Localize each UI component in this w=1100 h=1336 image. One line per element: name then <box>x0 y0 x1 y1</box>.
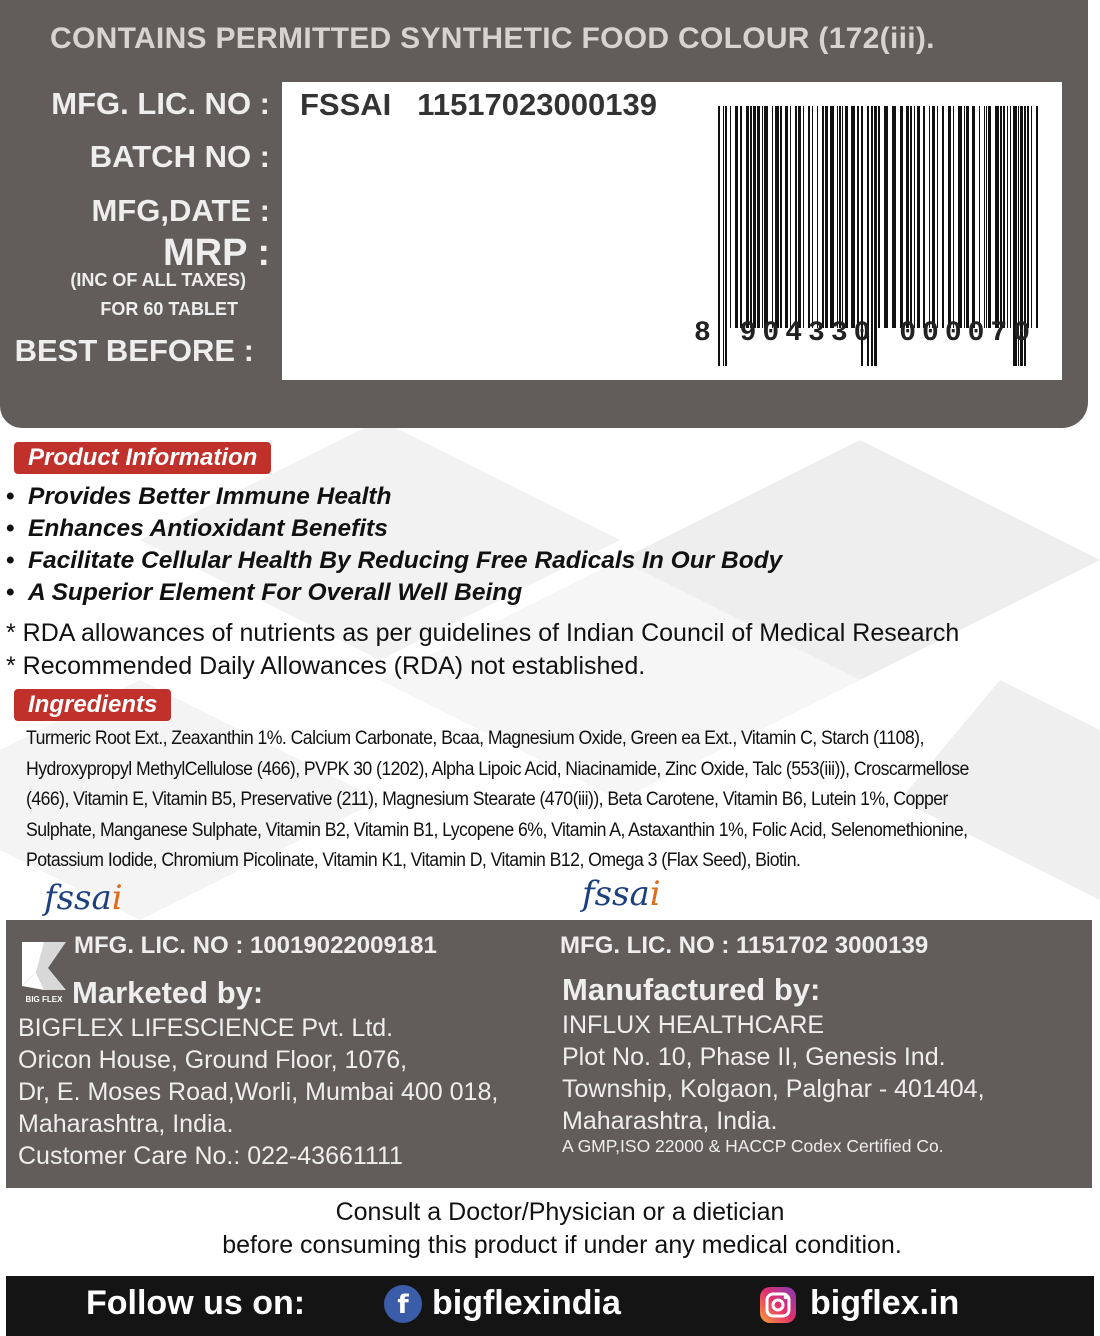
barcode-bar <box>730 106 731 328</box>
mfg-lic-label: MFG. LIC. NO : <box>51 86 270 121</box>
website-link[interactable]: bigflex.in <box>810 1284 960 1322</box>
instagram-icon[interactable] <box>758 1285 798 1325</box>
barcode-bar <box>964 106 965 328</box>
barcode-bar <box>842 106 843 328</box>
barcode-bar <box>884 106 888 328</box>
barcode-bar <box>839 106 841 328</box>
barcode-bar <box>972 106 975 328</box>
barcode-bar <box>772 106 773 328</box>
barcode-bar <box>937 106 938 328</box>
ingredients-line: Turmeric Root Ext., Zeaxanthin 1%. Calcium Carbonate, Bcaa, Magnesium Oxide, Green ea Ext., Vitamin C, Starch (1108), <box>26 728 924 749</box>
company-info-panel <box>6 920 1092 1188</box>
barcode-bar <box>785 106 788 328</box>
batch-info-box <box>282 82 1062 380</box>
barcode-bar <box>910 106 912 328</box>
barcode-bar <box>750 106 752 328</box>
facebook-icon[interactable]: f <box>384 1285 422 1323</box>
certification-note: A GMP,ISO 22000 & HACCP Codex Certified Co. <box>562 1136 944 1156</box>
barcode-bar <box>775 106 779 328</box>
barcode-bar <box>798 106 801 328</box>
barcode-bar <box>984 106 985 328</box>
batch-label: BATCH NO : <box>89 139 270 174</box>
barcode-bar <box>914 106 915 328</box>
barcode-bar <box>822 106 824 328</box>
barcode-bar <box>735 106 738 328</box>
fssai-logo: fssai <box>582 874 661 914</box>
barcode-bar <box>892 106 896 328</box>
barcode-bar <box>1031 106 1032 328</box>
barcode-bar <box>932 106 935 328</box>
bigflex-logo-text: BIG FLEX <box>25 995 63 1004</box>
rda-notes <box>6 617 959 683</box>
fssai-label: FSSAI <box>300 87 392 122</box>
list-item: • Facilitate Cellular Health By Reducing Free Radicals In Our Body <box>6 547 783 574</box>
barcode-bar <box>764 106 768 328</box>
barcode-bar <box>906 106 909 328</box>
barcode-bar <box>1007 106 1008 328</box>
marketed-by-heading: Marketed by: <box>72 975 264 1010</box>
barcode-bar <box>942 106 944 328</box>
marketer-lic-number: MFG. LIC. NO : 10019022009181 <box>74 932 437 959</box>
fssai-number: 11517023000139 <box>417 87 657 122</box>
facebook-handle-link[interactable]: bigflexindia <box>432 1284 621 1322</box>
best-before-label: BEST BEFORE : <box>14 333 254 368</box>
rda-note: * RDA allowances of nutrients as per guidelines of Indian Council of Medical Research <box>6 619 960 647</box>
manufacturer-address: INFLUX HEALTHCARE Plot No. 10, Phase II, Genesis Ind. Township, Kolgaon, Palghar - 401404, Maharashtra, India. <box>562 1011 985 1135</box>
barcode-bar <box>817 106 818 328</box>
fssai-logo: fssai <box>44 878 123 918</box>
barcode-bar <box>845 106 848 328</box>
mrp-label: MRP : <box>163 232 270 274</box>
ingredients-line: Sulphate, Manganese Sulphate, Vitamin B2, Vitamin B1, Lycopene 6%, Vitamin A, Astaxanthin 1%, Folic Acid, Selenomethionine, <box>26 819 968 841</box>
follow-us-label: Follow us on: <box>86 1284 306 1322</box>
list-item: • Provides Better Immune Health <box>6 483 392 510</box>
barcode-bar <box>988 106 991 328</box>
barcode-bar <box>812 106 813 328</box>
fssai-license <box>300 87 657 123</box>
ingredients-heading: Ingredients <box>14 689 171 721</box>
ingredients-text <box>26 724 1021 877</box>
label-info-panel <box>0 0 1088 428</box>
list-item: • Enhances Antioxidant Benefits <box>6 515 388 542</box>
barcode-bar <box>808 106 810 328</box>
barcode-bar <box>979 106 980 328</box>
barcode-bar <box>878 106 880 328</box>
barcode-bar <box>803 106 804 328</box>
barcode-bar <box>851 106 855 328</box>
barcode-digits: 8 904330 000070 <box>694 318 1037 349</box>
social-footer <box>6 1276 1094 1336</box>
barcode-bar <box>958 106 962 328</box>
barcode-bar <box>795 106 797 328</box>
barcode-bar <box>966 106 969 328</box>
ingredients-line: Hydroxypropyl MethylCellulose (466), PVPK 30 (1202), Alpha Lipoic Acid, Niacinamide, Zinc Oxide, Talc (553(iii)), Croscarmellose <box>26 758 969 780</box>
barcode-bar <box>757 106 760 328</box>
barcode-bar <box>953 106 954 328</box>
barcode-bar <box>837 106 838 328</box>
barcode-bar <box>923 106 925 328</box>
manufactured-by-heading: Manufactured by: <box>562 972 821 1007</box>
barcode-bar <box>995 106 999 328</box>
marketer-address: BIGFLEX LIFESCIENCE Pvt. Ltd. Oricon House, Ground Floor, 1076, Dr, E. Moses Road,Worli, Mumbai 400 018, Maharashtra, India. Customer Care No.: 022-43661111 <box>18 1014 499 1170</box>
inc-taxes-label: (INC OF ALL TAXES) <box>70 270 246 290</box>
ingredients-line: (466), Vitamin E, Vitamin B5, Preservative (211), Magnesium Stearate (470(iii)), Beta Carotene, Vitamin B6, Lutein 1%, Copper <box>26 789 948 811</box>
barcode-bar <box>1010 106 1011 328</box>
consult-notice: before consuming this product if under any medical condition. <box>222 1231 902 1259</box>
food-colour-warning: CONTAINS PERMITTED SYNTHETIC FOOD COLOUR (172(iii). <box>50 22 935 55</box>
manufacturer-lic-number: MFG. LIC. NO : 1151702 3000139 <box>560 932 929 959</box>
rda-note: * Recommended Daily Allowances (RDA) not established. <box>6 652 646 680</box>
barcode-bar <box>1003 106 1005 328</box>
bigflex-logo-icon <box>18 938 70 1006</box>
barcode-bar <box>753 106 756 328</box>
barcode-bar <box>1000 106 1002 328</box>
barcode-bar <box>1027 106 1029 328</box>
mfg-date-label: MFG,DATE : <box>91 193 270 228</box>
barcode-bar <box>948 106 951 328</box>
list-item: • A Superior Element For Overall Well Being <box>6 579 523 606</box>
barcode-bar <box>900 106 903 328</box>
barcode-bar <box>857 106 859 328</box>
barcode-bar <box>780 106 782 328</box>
tablet-count-label: FOR 60 TABLET <box>100 299 238 319</box>
ingredients-line: Potassium Iodide, Chromium Picolinate, Vitamin K1, Vitamin D, Vitamin B12, Omega 3 (Flax Seed), Biotin. <box>26 850 801 872</box>
barcode-bar <box>762 106 763 328</box>
barcode-bar <box>986 106 987 328</box>
product-information-heading: Product Information <box>14 442 271 474</box>
barcode-bar <box>790 106 791 328</box>
barcode-bar <box>825 106 828 328</box>
consult-notice: Consult a Doctor/Physician or a dietician <box>335 1198 785 1226</box>
barcode-bar <box>830 106 834 328</box>
barcode-bar <box>746 106 749 328</box>
barcode-bar <box>929 106 930 328</box>
barcode-bar <box>1036 106 1038 328</box>
customer-care-number: Customer Care No.: 022-43661111 <box>18 1142 403 1170</box>
product-benefits-list <box>6 481 782 609</box>
barcode-bar <box>740 106 742 328</box>
barcode-bar <box>917 106 920 328</box>
